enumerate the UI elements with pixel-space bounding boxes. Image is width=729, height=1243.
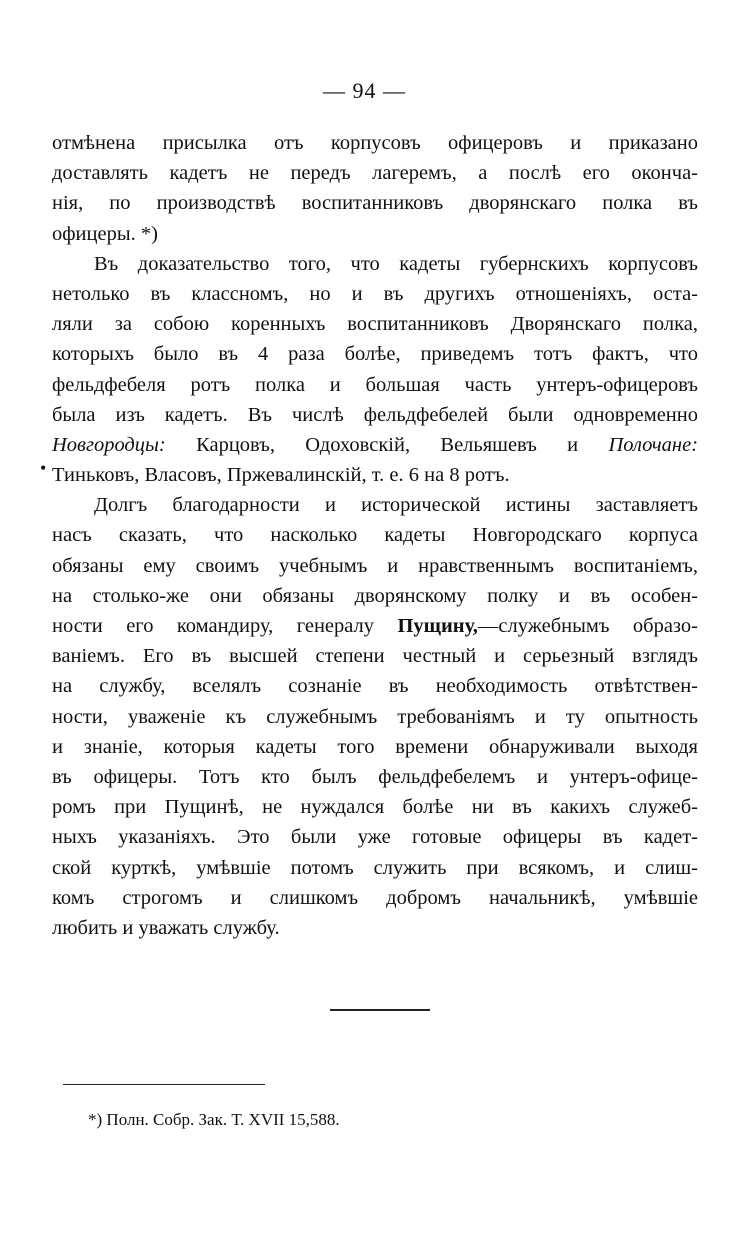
text-line: ваніемъ. Его въ высшей степени честный и серьезный взглядъ (52, 645, 698, 668)
text-segment: ности его командиру, генералу (52, 615, 375, 637)
text-line: на столько-же они обязаны дворянскому полку и въ особен- (52, 584, 698, 607)
text-line: въ офицеры. Тотъ кто былъ фельдфебелемъ и унтеръ-офице- (52, 765, 698, 788)
paragraph-start-line: Долгъ благодарности и исторической истины заставляетъ (94, 494, 698, 517)
text-segment: Карцовъ, Одоховскій, Вельяшевъ и (196, 433, 579, 456)
text-line: на службу, вселялъ сознаніе въ необходимость отвѣтствен- (52, 675, 698, 698)
text-line: и знаніе, которыя кадеты того времени обнаруживали выходя (52, 735, 698, 758)
text-line: нія, по производствѣ воспитанниковъ дворянскаго полка въ (52, 192, 698, 215)
text-line: доставлять кадетъ не передъ лагеремъ, а послѣ его оконча- (52, 162, 698, 185)
text-segment: —служебнымъ образо- (477, 615, 698, 637)
text-line: нетолько въ классномъ, но и въ другихъ отношеніяхъ, оста- (52, 282, 698, 305)
text-line: Тиньковъ, Власовъ, Пржевалинскій, т. е. 6 на 8 ротъ. (52, 464, 510, 487)
section-divider (330, 1009, 430, 1011)
text-line: отмѣнена присылка отъ корпусовъ офицеровъ и приказано (52, 132, 698, 154)
text-line: ромъ при Пущинѣ, не нуждался болѣе ни въ какихъ служеб- (52, 796, 698, 819)
italic-term: Полочане: (608, 433, 699, 456)
text-line: которыхъ было въ 4 раза болѣе, приведемъ тотъ фактъ, что (52, 343, 698, 366)
text-line: ляли за собою коренныхъ воспитанниковъ Дворянскаго полка, (52, 313, 698, 336)
footnote: *) Полн. Собр. Зак. Т. XVII 15,588. (88, 1110, 340, 1129)
text-line: была изъ кадетъ. Въ числѣ фельдфебелей были одновременно (52, 403, 698, 426)
margin-mark: • (40, 458, 47, 478)
text-line: ности, уваженіе къ служебнымъ требованіямъ и ту опытность (52, 705, 698, 728)
text-line: офицеры. *) (52, 222, 158, 245)
body-text (52, 128, 698, 943)
text-line: насъ сказать, что насколько кадеты Новгородскаго корпуса (52, 524, 698, 547)
page-number: — 94 — (323, 78, 406, 103)
text-line: фельдфебеля ротъ полка и большая часть унтеръ-офицеровъ (52, 373, 698, 396)
italic-term: Новгородцы: (52, 433, 166, 456)
paragraph-start-line: Въ доказательство того, что кадеты губернскихъ корпусовъ (94, 252, 698, 275)
text-line: комъ строгомъ и слишкомъ добромъ начальникѣ, умѣвшіе (52, 886, 698, 909)
text-line-mixed (52, 430, 698, 460)
text-line: ныхъ указаніяхъ. Это были уже готовые офицеры въ кадет- (52, 826, 698, 849)
bold-name: Пущину, (397, 615, 478, 637)
text-line-mixed (52, 611, 698, 641)
text-line: ской курткѣ, умѣвшіе потомъ служить при всякомъ, и слиш- (52, 856, 698, 879)
footnote-divider (63, 1084, 265, 1085)
text-line: обязаны ему своимъ учебнымъ и нравственнымъ воспитаніемъ, (52, 554, 698, 577)
text-line: любить и уважать службу. (52, 916, 280, 939)
